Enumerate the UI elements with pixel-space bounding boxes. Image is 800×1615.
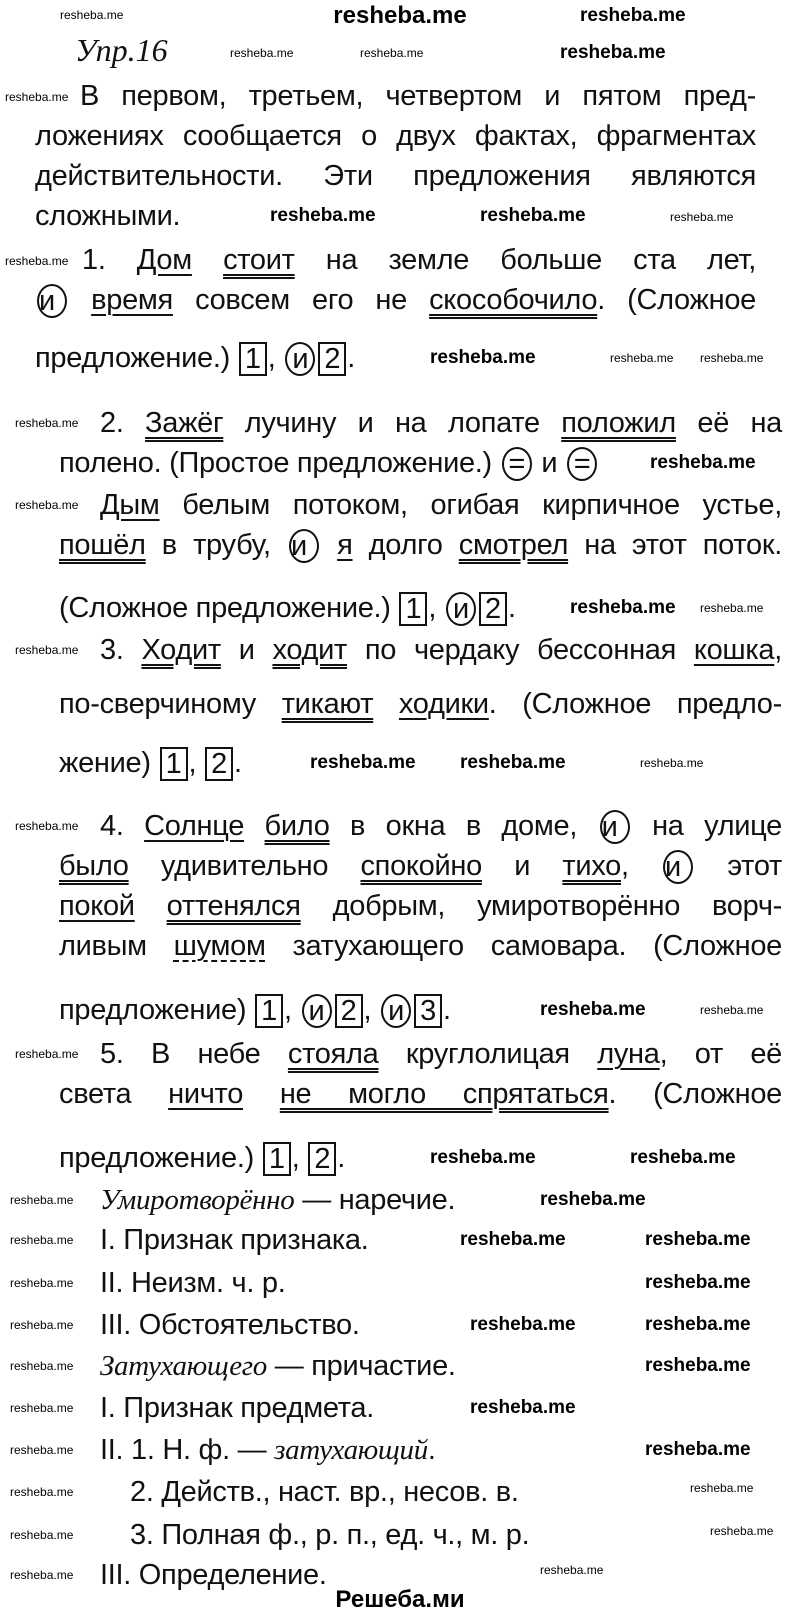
clause-box: 2 — [335, 994, 363, 1028]
watermark: resheba.me — [430, 1147, 536, 1168]
text-line — [59, 745, 242, 781]
text-segment — [243, 1078, 280, 1110]
watermark: resheba.me — [645, 1229, 751, 1250]
text-segment: . — [337, 1142, 346, 1174]
text-segment: жение) — [59, 747, 159, 779]
text-line — [59, 1076, 782, 1112]
text-segment: . — [234, 747, 242, 779]
watermark: resheba.me — [645, 1272, 751, 1293]
circled-conjunction: и — [381, 994, 411, 1028]
text-segment: , — [291, 1142, 308, 1174]
text-line — [35, 282, 756, 318]
predicate-word: скособочило — [429, 284, 598, 316]
watermark: resheba.me — [460, 752, 566, 773]
watermark: resheba.me — [5, 254, 69, 268]
watermark: resheba.me — [10, 1318, 74, 1332]
text-segment: в окна в доме, — [329, 810, 598, 842]
text-line — [59, 590, 516, 626]
text-segment — [135, 890, 167, 922]
predicate-word: тикают — [281, 688, 374, 720]
watermark: resheba.me — [470, 1397, 576, 1418]
text-line — [130, 1517, 529, 1553]
text-segment: . (Сложное — [597, 284, 757, 316]
watermark: resheba.me — [650, 452, 756, 473]
text-line — [100, 808, 782, 844]
text-segment: . — [443, 994, 451, 1026]
text-segment: 2. Действ., наст. вр., несов. в. — [130, 1476, 519, 1508]
predicate-word: положил — [561, 407, 676, 439]
text-segment: II. 1. Н. ф. — — [100, 1434, 275, 1466]
text-line — [35, 118, 756, 154]
watermark: resheba.me — [60, 8, 124, 22]
text-segment: — причастие. — [267, 1350, 456, 1382]
text-line — [100, 1432, 436, 1468]
watermark: resheba.me — [10, 1568, 74, 1582]
text-line — [59, 848, 782, 884]
predicate-word: ходит — [272, 634, 348, 666]
watermark: resheba.me — [470, 1314, 576, 1335]
text-segment — [373, 688, 399, 720]
watermark: resheba.me — [15, 643, 79, 657]
text-segment: совсем его не — [172, 284, 430, 316]
text-line — [59, 686, 782, 722]
predicate-word: Ходит — [141, 634, 221, 666]
watermark: resheba.me — [610, 351, 674, 365]
text-line — [100, 1557, 327, 1593]
watermark: resheba.me — [480, 205, 586, 226]
text-line — [59, 888, 782, 924]
text-line — [35, 158, 756, 194]
text-line — [59, 928, 782, 964]
text-line — [100, 632, 782, 668]
watermark: resheba.me — [700, 351, 764, 365]
watermark: resheba.me — [700, 601, 764, 615]
text-segment: белым потоком, огибая кирпичное устье, — [159, 489, 782, 521]
subject-word: ничто — [168, 1078, 244, 1110]
text-segment — [192, 244, 223, 276]
text-segment: на улице — [631, 810, 782, 842]
text-line — [100, 1348, 456, 1384]
subject-word: Дом — [136, 244, 192, 276]
text-line — [100, 487, 782, 523]
text-segment: затухающий — [274, 1434, 428, 1466]
circled-conjunction: и — [663, 850, 693, 884]
circled-conjunction: и — [37, 284, 67, 318]
subject-word: покой — [59, 890, 135, 922]
watermark: resheba.me — [10, 1485, 74, 1499]
watermark: resheba.me — [230, 46, 294, 60]
text-segment: (Сложное предложение.) — [59, 592, 399, 624]
text-segment: — наречие. — [294, 1184, 456, 1216]
watermark: resheba.me — [630, 1147, 736, 1168]
watermark: resheba.me — [670, 210, 734, 224]
watermark: resheba.me — [645, 1439, 751, 1460]
circled-conjunction: = — [567, 447, 597, 481]
text-segment: сложными. — [35, 200, 181, 232]
watermark: resheba.me — [540, 999, 646, 1020]
text-line — [100, 1222, 369, 1258]
watermark: resheba.me — [5, 90, 69, 104]
text-segment: . (Сложное — [608, 1078, 782, 1110]
watermark: resheba.me — [645, 1355, 751, 1376]
text-segment — [244, 810, 264, 842]
text-segment: круглолицая — [378, 1038, 598, 1070]
text-segment: света — [59, 1078, 169, 1110]
text-segment: . — [347, 342, 356, 374]
watermark: resheba.me — [430, 347, 536, 368]
predicate-word: тихо — [562, 850, 621, 882]
watermark: resheba.me — [580, 5, 686, 26]
watermark: resheba.me — [10, 1359, 74, 1373]
watermark: resheba.me — [540, 1563, 604, 1577]
text-line — [100, 1265, 285, 1301]
text-segment: , — [283, 994, 300, 1026]
text-segment: 2. — [100, 407, 146, 439]
watermark: resheba.me — [10, 1233, 74, 1247]
watermark: resheba.me — [15, 819, 79, 833]
text-segment: 3. Полная ф., р. п., ед. ч., м. р. — [130, 1519, 530, 1551]
predicate-word: было — [59, 850, 129, 882]
text-segment: затухающего самовара. (Сложное — [265, 930, 782, 962]
clause-box: 1 — [239, 342, 267, 376]
text-segment: . — [507, 592, 516, 624]
text-line — [35, 198, 180, 234]
subject-word: Дым — [100, 489, 160, 521]
circled-conjunction: и — [289, 529, 319, 563]
subject-word: я — [337, 529, 353, 561]
clause-box: 2 — [308, 1142, 336, 1176]
exercise-title: Упр.16 — [75, 32, 168, 68]
text-line — [100, 1036, 782, 1072]
watermark-footer: Решеба.ми — [335, 1586, 465, 1613]
text-line — [100, 1390, 374, 1426]
watermark: resheba.me — [640, 756, 704, 770]
watermark: resheba.me — [10, 1276, 74, 1290]
text-line — [100, 1307, 360, 1343]
clause-box: 1 — [263, 1142, 291, 1176]
watermark: resheba.me — [10, 1193, 74, 1207]
text-segment: 4. — [100, 810, 145, 842]
text-segment: . (Сложное предло- — [488, 688, 782, 720]
clause-box: 2 — [318, 342, 346, 376]
text-segment: 3. — [100, 634, 142, 666]
text-segment: , — [620, 850, 662, 882]
text-segment: удивительно — [128, 850, 361, 882]
text-line — [100, 405, 782, 441]
text-segment: ливым — [59, 930, 174, 962]
text-segment: предложение.) — [59, 1142, 262, 1174]
predicate-word: спокойно — [360, 850, 482, 882]
text-segment: , — [774, 634, 783, 666]
text-line — [82, 242, 756, 278]
watermark: resheba.me — [700, 1003, 764, 1017]
watermark: resheba.me — [460, 1229, 566, 1250]
predicate-word: стоит — [223, 244, 295, 276]
clause-box: 1 — [255, 994, 283, 1028]
text-segment: и — [220, 634, 273, 666]
clause-box: 2 — [479, 592, 507, 626]
watermark: resheba.me — [310, 752, 416, 773]
text-line — [59, 992, 451, 1028]
text-segment: по-сверчиному — [59, 688, 282, 720]
circled-conjunction: и — [285, 342, 315, 376]
watermark: resheba.me — [10, 1528, 74, 1542]
text-segment: действительности. Эти предложения являются — [35, 160, 756, 192]
text-segment: I. Признак признака. — [100, 1224, 369, 1256]
watermark: resheba.me — [690, 1481, 754, 1495]
text-segment: лучину и на лопате — [223, 407, 562, 439]
text-segment: и — [533, 447, 566, 479]
text-segment: добрым, умиротворённо ворч- — [300, 890, 782, 922]
clause-box: 2 — [205, 747, 233, 781]
text-segment: 1. — [82, 244, 137, 276]
text-line — [130, 1474, 519, 1510]
text-segment: в трубу, — [145, 529, 287, 561]
text-segment: . — [427, 1434, 436, 1466]
circled-conjunction: = — [502, 447, 532, 481]
text-segment: её на — [675, 407, 783, 439]
text-segment: , от её — [659, 1038, 783, 1070]
watermark: resheba.me — [270, 205, 376, 226]
text-segment: долго — [352, 529, 459, 561]
text-segment: по чердаку бессонная — [347, 634, 694, 666]
text-line — [59, 445, 599, 481]
subject-word: луна — [597, 1038, 660, 1070]
watermark: resheba.me — [10, 1443, 74, 1457]
predicate-word: смотрел — [458, 529, 569, 561]
watermark: resheba.me — [360, 46, 424, 60]
watermark-header: resheba.me — [333, 2, 467, 29]
predicate-word: пошёл — [59, 529, 146, 561]
text-segment: В первом, третьем, четвертом и пятом пред- — [80, 80, 756, 112]
circled-conjunction: и — [600, 810, 630, 844]
text-segment: предложение) — [59, 994, 254, 1026]
watermark: resheba.me — [10, 1401, 74, 1415]
text-segment: на этот поток. — [568, 529, 782, 561]
text-segment: III. Определение. — [100, 1559, 327, 1591]
watermark: resheba.me — [645, 1314, 751, 1335]
predicate-word: оттенялся — [166, 890, 301, 922]
subject-word: Солнце — [144, 810, 245, 842]
text-line — [80, 78, 756, 114]
watermark: resheba.me — [560, 42, 666, 63]
text-segment: предложение.) — [35, 342, 238, 374]
text-segment: III. Обстоятельство. — [100, 1309, 360, 1341]
text-segment: , — [428, 592, 444, 624]
text-segment: ложениях сообщается о двух фактах, фрагментах — [35, 120, 756, 152]
predicate-word: не могло спрятаться — [279, 1078, 609, 1110]
watermark: resheba.me — [15, 498, 79, 512]
predicate-word: стояла — [287, 1038, 379, 1070]
predicate-word: Зажёг — [145, 407, 224, 439]
text-segment: II. Неизм. ч. р. — [100, 1267, 286, 1299]
text-segment: этот — [695, 850, 783, 882]
watermark: resheba.me — [710, 1524, 774, 1538]
text-line — [35, 340, 355, 376]
text-segment: , — [363, 994, 380, 1026]
subject-word: кошка — [693, 634, 775, 666]
text-segment — [321, 529, 337, 561]
text-segment: на земле больше ста лет, — [294, 244, 756, 276]
clause-box: 3 — [414, 994, 442, 1028]
text-segment: Затухающего — [100, 1350, 268, 1382]
predicate-word: било — [264, 810, 330, 842]
text-line — [59, 527, 782, 563]
text-segment: Умиротворённо — [100, 1184, 295, 1216]
subject-word: время — [91, 284, 173, 316]
text-segment: и — [481, 850, 563, 882]
object-word: шумом — [173, 930, 266, 962]
text-line — [59, 1140, 345, 1176]
clause-box: 1 — [399, 592, 427, 626]
watermark: resheba.me — [15, 416, 79, 430]
circled-conjunction: и — [446, 592, 476, 626]
text-line — [100, 1182, 455, 1218]
watermark: resheba.me — [570, 597, 676, 618]
text-segment: , — [188, 747, 205, 779]
watermark: resheba.me — [15, 1047, 79, 1061]
text-segment: полено. (Простое предложение.) — [59, 447, 500, 479]
text-segment: I. Признак предмета. — [100, 1392, 375, 1424]
clause-box: 1 — [160, 747, 188, 781]
text-segment — [69, 284, 91, 316]
circled-conjunction: и — [302, 994, 332, 1028]
text-segment: 5. В небе — [100, 1038, 288, 1070]
text-segment: , — [267, 342, 284, 374]
subject-word: ходики — [398, 688, 489, 720]
watermark: resheba.me — [540, 1189, 646, 1210]
